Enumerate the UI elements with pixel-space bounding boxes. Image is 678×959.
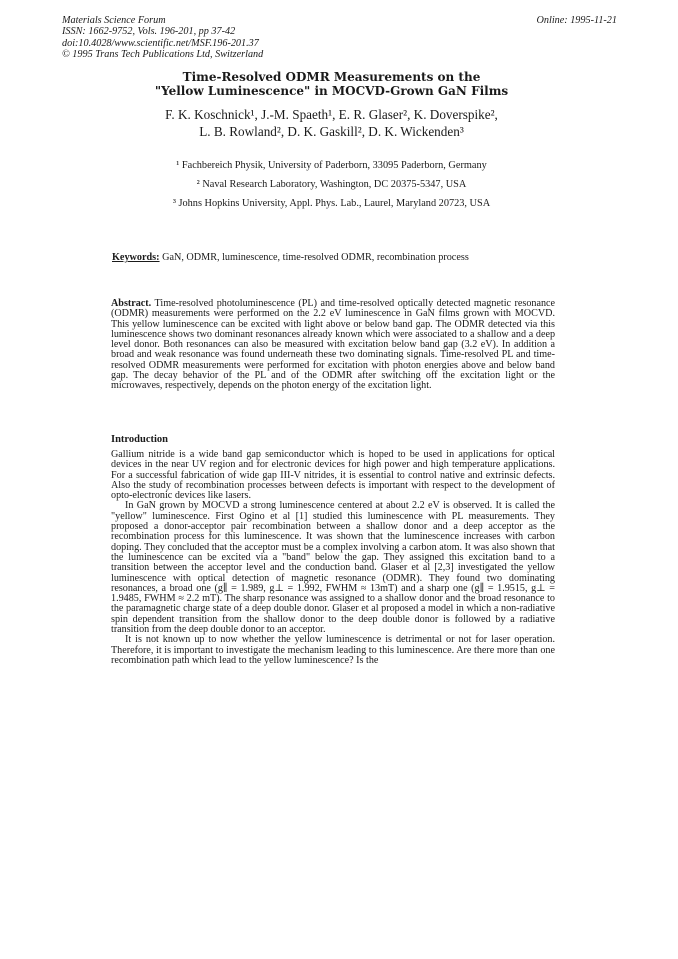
introduction-body [111,450,555,666]
authors-line-2: L. B. Rowland², D. K. Gaskill², D. K. Wickenden³ [199,123,464,139]
abstract-text: Time-resolved photoluminescence (PL) and time-resolved optically detected magnetic resonance (ODMR) measurements were performed on the 2.2 eV luminescence in GaN films grown with MOCVD. This yellow luminescence can be excited with light above or below band gap. The ODMR detected via this luminescence shows two dominant resonances already known which were associated to a shallow and a deep level donor. Both resonances can also be measured with excitation below band gap (3.2 eV). In addition a broad and weak resonance was found underneath these two dominating signals. Time-resolved PL and time-resolved ODMR measurements were performed for excitation with photon energies above and below band gap. The decay behavior of the PL and of the ODMR after switching off the excitation light or the microwaves, respectively, depends on the photon energy of the excitation light. [111,298,555,392]
abstract-label: Abstract. [111,298,152,309]
keywords [112,252,552,264]
keywords-text: GaN, ODMR, luminescence, time-resolved ODMR, recombination process [162,252,469,263]
affiliation-3: ³ Johns Hopkins University, Appl. Phys. Lab., Laurel, Maryland 20723, USA [172,198,491,209]
authors-line-1: F. K. Koschnick¹, J.-M. Spaeth¹, E. R. Glaser², K. Doverspike², [165,107,498,122]
copyright-line: © 1995 Trans Tech Publications Ltd, Switzerland [62,48,264,60]
issn-line: ISSN: 1662-9752, Vols. 196-201, pp 37-42 [62,26,236,38]
affiliation-1: ¹ Fachbereich Physik, University of Paderborn, 33095 Paderborn, Germany [176,160,487,171]
affiliation-2: ² Naval Research Laboratory, Washington, DC 20375-5347, USA [196,179,467,190]
affiliations [60,156,603,213]
author-list [60,107,603,141]
intro-paragraph-1: Gallium nitride is a wide band gap semiconductor which is hoped to be used in applications for optical devices in the near UV region and for electronic devices for high power and high temperature applications. For a successful fabrication of wide gap III-V nitrides, it is essential to control native and extrinsic defects. Also the study of recombination processes between defects is important with respect to the development of opto-electronic devices like lasers. [111,449,555,502]
journal-name: Materials Science Forum [62,15,166,26]
doi-line: doi:10.4028/www.scientific.net/MSF.196-201.37 [62,37,259,49]
title-line-2: "Yellow Luminescence" in MOCVD-Grown GaN Films [154,84,509,99]
paper-title [60,70,603,99]
intro-paragraph-3: It is not known up to now whether the yellow luminescence is detrimental or not for laser operation. Therefore, it is important to investigate the mechanism leading to this luminescence. Are there more than one recombination path which lead to the yellow luminescence? Is the [111,634,555,666]
intro-paragraph-2: In GaN grown by MOCVD a strong luminescence centered at about 2.2 eV is observed. It is called the "yellow" luminescence. First Ogino et al [1] studied this luminescence with PL measurements. They proposed a donor-acceptor pair recombination between a shallow donor and a deep acceptor as the recombination process for this luminescence. It was shown that the luminescence increases with carbon doping. They concluded that the acceptor must be a complex involving a carbon atom. It was also shown that the luminescence can be excited via a "band" below the gap. They assigned this excitation band to a transition between the acceptor level and the conduction band. Glaser et al [2,3] investigated the yellow luminescence with optical detection of magnetic resonance (ODMR). They found two dominating resonances, a broad one (g∥ = 1.989, g⊥ = 1.992, FWHM ≈ 13mT) and a sharp one (g∥ = 1.9515, g⊥ = 1.9485, FWHM ≈ 2.2 mT). The sharp resonance was assigned to a shallow donor and the broad resonance to the paramagnetic charge state of a deep double donor. Glaser et al proposed a model in which a non-radiative spin dependent transition from the shallow donor to the deep double donor is followed by a radiative transition from the deep double donor to an acceptor. [111,500,555,636]
page-header [62,15,617,60]
title-line-1: Time-Resolved ODMR Measurements on the [182,70,481,84]
keywords-label: Keywords: [112,252,160,263]
abstract [111,299,555,392]
introduction-heading: Introduction [111,434,168,445]
online-date: Online: 1995-11-21 [536,15,617,26]
